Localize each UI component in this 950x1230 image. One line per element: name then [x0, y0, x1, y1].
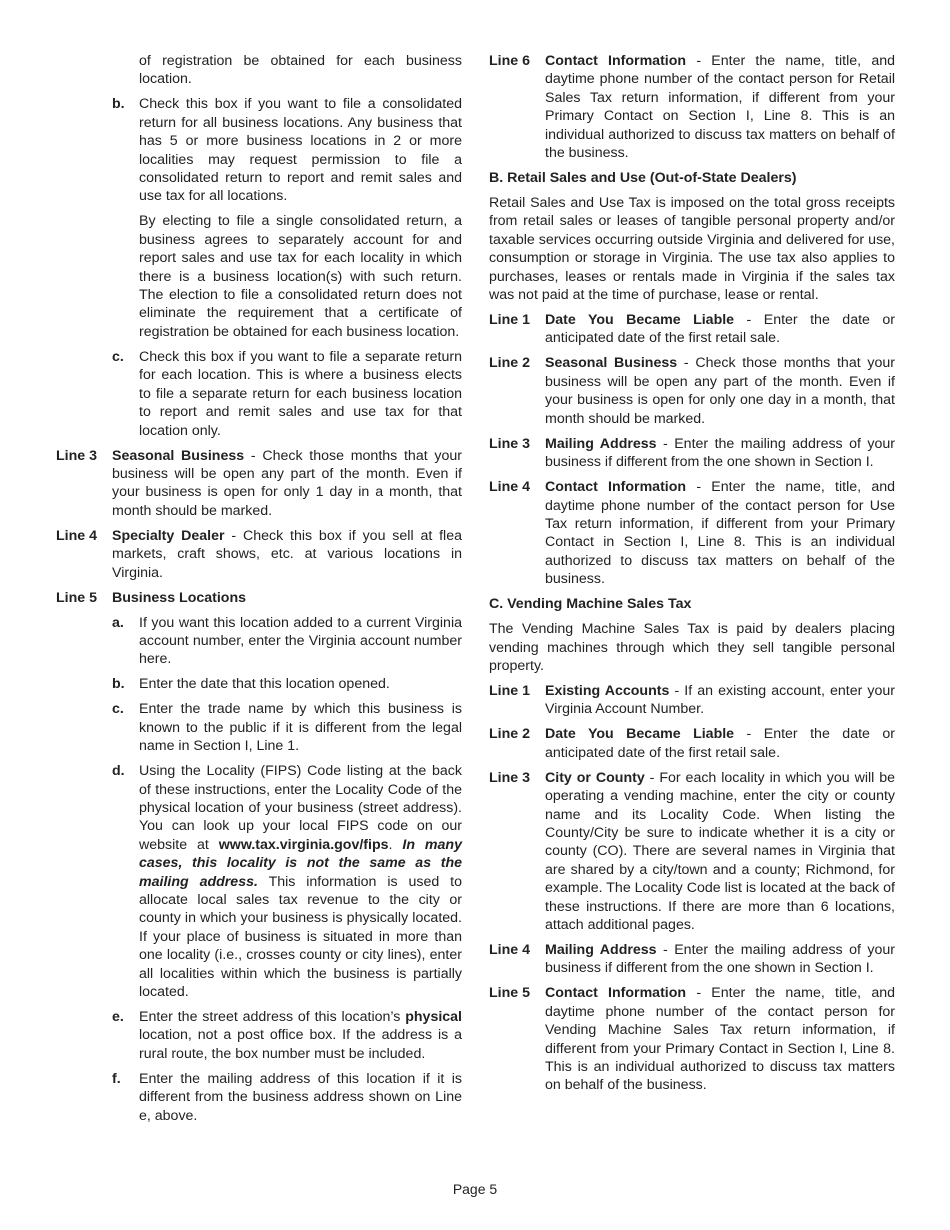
item-text: If you want this location added to a current Virginia account number, enter the Virginia account number here.: [139, 614, 462, 668]
line-title: Existing Accounts: [545, 682, 670, 699]
item-text: Check this box if you want to file a separate return for each location. This is where a business elects to file a separate return for each business location to report and remit sales and use tax for that location only.: [139, 348, 462, 439]
line5-business-locations: [56, 589, 462, 607]
line-text: - For each locality in which you will be operating a vending machine, enter the city or county name and its Locality Code. When listing the County/City be sure to indicate whether it is a city or county (CO). There are several names in Virginia that are shared by a city/town and a county; Richmond, for example. The Locality Code list is located at the back of these instructions. If there are more than 6 locations, attach additional pages.: [545, 769, 895, 933]
line-text: - Enter the date or anticipated date of the first retail sale.: [545, 312, 896, 347]
item-text: location, not a post office box. If the address is a rural route, the box number must be included.: [139, 1027, 462, 1062]
line-label: Line 6: [489, 53, 530, 69]
item-letter: b.: [112, 676, 125, 693]
section-b-heading: B. Retail Sales and Use (Out-of-State Dealers): [489, 170, 797, 187]
item-letter: e.: [112, 1009, 124, 1026]
line2-item-b-paragraph: By electing to file a single consolidated return, a business agrees to separately account for and report sales and use tax for each locality in which there is a business location(s) with such return. The election to file a consolidated return does not eliminate the requirement that a certificate of registration be obtained for each business location.: [139, 213, 462, 340]
line-text: - Check those months that your business will be open any part of the month. Even if your business is open for only 1 day in a month, that month should be marked.: [112, 447, 462, 519]
line-title: Date You Became Liable: [545, 312, 735, 329]
line-text: - Check this box if you sell at flea markets, craft shows, etc. at various locations in Virginia.: [112, 527, 462, 581]
line6-contact-information: [489, 52, 895, 162]
section-b-line2: [489, 354, 895, 428]
emphasis-note: In many cases, this locality is not the same as the mailing address.: [139, 836, 462, 890]
item-text: Check this box if you want to file a consolidated return for all business locations. Any business that has 5 or more business locations in 2 or more localities may request permission to file a consolidated return to report and remit sales and use tax for all locations.: [139, 96, 462, 205]
line3-seasonal-business: [56, 447, 462, 521]
section-c-line1: [489, 682, 895, 719]
item-text: Using the Locality (FIPS) Code listing at the back of these instructions, enter the Locality Code of the physical location of your business (street address). You can look up your local FIPS code on our website at: [139, 763, 462, 853]
item-letter: d.: [112, 763, 125, 780]
line-label: Line 4: [56, 527, 97, 544]
line-title: Contact Information: [545, 53, 687, 69]
item-letter: c.: [112, 701, 124, 718]
line-label: Line 5: [489, 985, 530, 1002]
line-title: Contact Information: [545, 479, 687, 496]
line2-item-b: [112, 95, 462, 205]
page-number: Page 5: [452, 1181, 498, 1197]
emphasis-word: physical: [405, 1009, 462, 1026]
section-c-line2: [489, 725, 895, 762]
section-c-intro: The Vending Machine Sales Tax is paid by dealers placing vending machines through which they sell tangible personal property.: [489, 621, 895, 674]
item-letter: c.: [112, 348, 124, 365]
line-label: Line 1: [489, 682, 530, 699]
line-text: - Enter the mailing address of your business if different from the one shown in Section I.: [545, 435, 895, 471]
line-text: - If an existing account, enter your Virginia Account Number.: [545, 682, 896, 718]
line-title: Mailing Address: [545, 942, 657, 958]
line4-specialty-dealer: [56, 527, 462, 582]
item-letter: a.: [112, 614, 124, 631]
line5-item-e: [112, 1008, 462, 1063]
item-text: Enter the mailing address of this location if it is different from the business address shown on Line e, above.: [139, 1070, 462, 1124]
section-b-intro: Retail Sales and Use Tax is imposed on the total gross receipts from retail sales or leases of tangible personal property and/or taxable services occurring outside Virginia and delivered for use, consumption or storage in Virginia. The use tax also applies to purchases, leases or rentals made in Virginia if the sales tax was not paid at the time of purchase, lease or rental.: [489, 195, 895, 304]
line-text: - Enter the name, title, and daytime phone number of the contact person for Retail Sales Tax return information, if different from your Primary Contact on Section I, Line 8. This is an individual authorized to discuss tax matters on behalf of the business.: [545, 53, 895, 162]
section-b-line4: [489, 478, 895, 588]
item-text: Enter the street address of this location’s: [139, 1009, 406, 1026]
fips-website-link[interactable]: www.tax.virginia.gov/fips: [218, 836, 389, 853]
line-title: City or County: [545, 769, 645, 786]
line5-item-d: [112, 762, 462, 1001]
line-text: - Check those months that your business will be open any part of the month. Even if your business is open for only one day in a month, that month should be marked.: [545, 355, 895, 427]
line-title: Specialty Dealer: [112, 527, 225, 544]
line-label: Line 4: [489, 479, 530, 496]
section-c-line3: [489, 769, 895, 935]
item-letter: b.: [112, 96, 125, 113]
line-text: - Enter the name, title, and daytime phone number of the contact person for Use Tax return information, if different from your Primary Contact in Section I, Line 8. This is an individual authorized to discuss tax matters on behalf of the business.: [545, 479, 895, 588]
line-label: Line 5: [56, 589, 97, 606]
line-label: Line 4: [489, 942, 530, 958]
item-letter: f.: [112, 1070, 121, 1087]
line-title: Mailing Address: [545, 435, 657, 452]
line-title: Seasonal Business: [112, 447, 245, 464]
section-b-line1: [489, 311, 895, 348]
line-title: Date You Became Liable: [545, 726, 735, 743]
line-title: Seasonal Business: [545, 355, 678, 372]
line-text: - Enter the mailing address of your business if different from the one shown in Section I.: [545, 942, 895, 977]
line-label: Line 2: [489, 355, 530, 372]
line-label: Line 3: [489, 769, 530, 786]
line-label: Line 3: [56, 447, 97, 464]
section-c-heading: C. Vending Machine Sales Tax: [489, 596, 692, 613]
line5-item-f: [112, 1070, 462, 1125]
continued-text: of registration be obtained for each business location.: [139, 53, 462, 88]
line-text: - Enter the name, title, and daytime phone number of the contact person for Vending Machine Sales Tax return information, if different from your Primary Contact in Section I, Line 8. This is an individual authorized to discuss tax matters on behalf of the business.: [545, 985, 895, 1094]
line-label: Line 1: [489, 312, 530, 329]
item-text: .: [388, 836, 403, 853]
section-b-line3: [489, 435, 895, 472]
item-text: Enter the date that this location opened.: [139, 676, 390, 693]
line-label: Line 3: [489, 435, 530, 452]
right-column: [489, 52, 895, 1101]
line5-item-c: [112, 700, 462, 755]
line5-item-b: [112, 675, 462, 693]
line-title: Business Locations: [112, 589, 247, 606]
line2-item-c: [112, 348, 462, 440]
item-text: This information is used to allocate local sales tax revenue to the city or county in which your business is physically located. If your place of business is situated in more than one locality (i.e., crosses county or city lines), enter all localities within which the business is partially located.: [139, 873, 462, 1001]
section-c-line4: [489, 941, 895, 978]
left-column: [56, 52, 462, 1132]
line5-item-a: [112, 614, 462, 669]
section-c-line5: [489, 984, 895, 1094]
line-text: - Enter the date or anticipated date of the first retail sale.: [545, 726, 896, 761]
line-label: Line 2: [489, 726, 530, 743]
item-text: Enter the trade name by which this business is known to the public if it is different from the legal name in Section I, Line 1.: [139, 701, 462, 755]
line-title: Contact Information: [545, 985, 687, 1002]
